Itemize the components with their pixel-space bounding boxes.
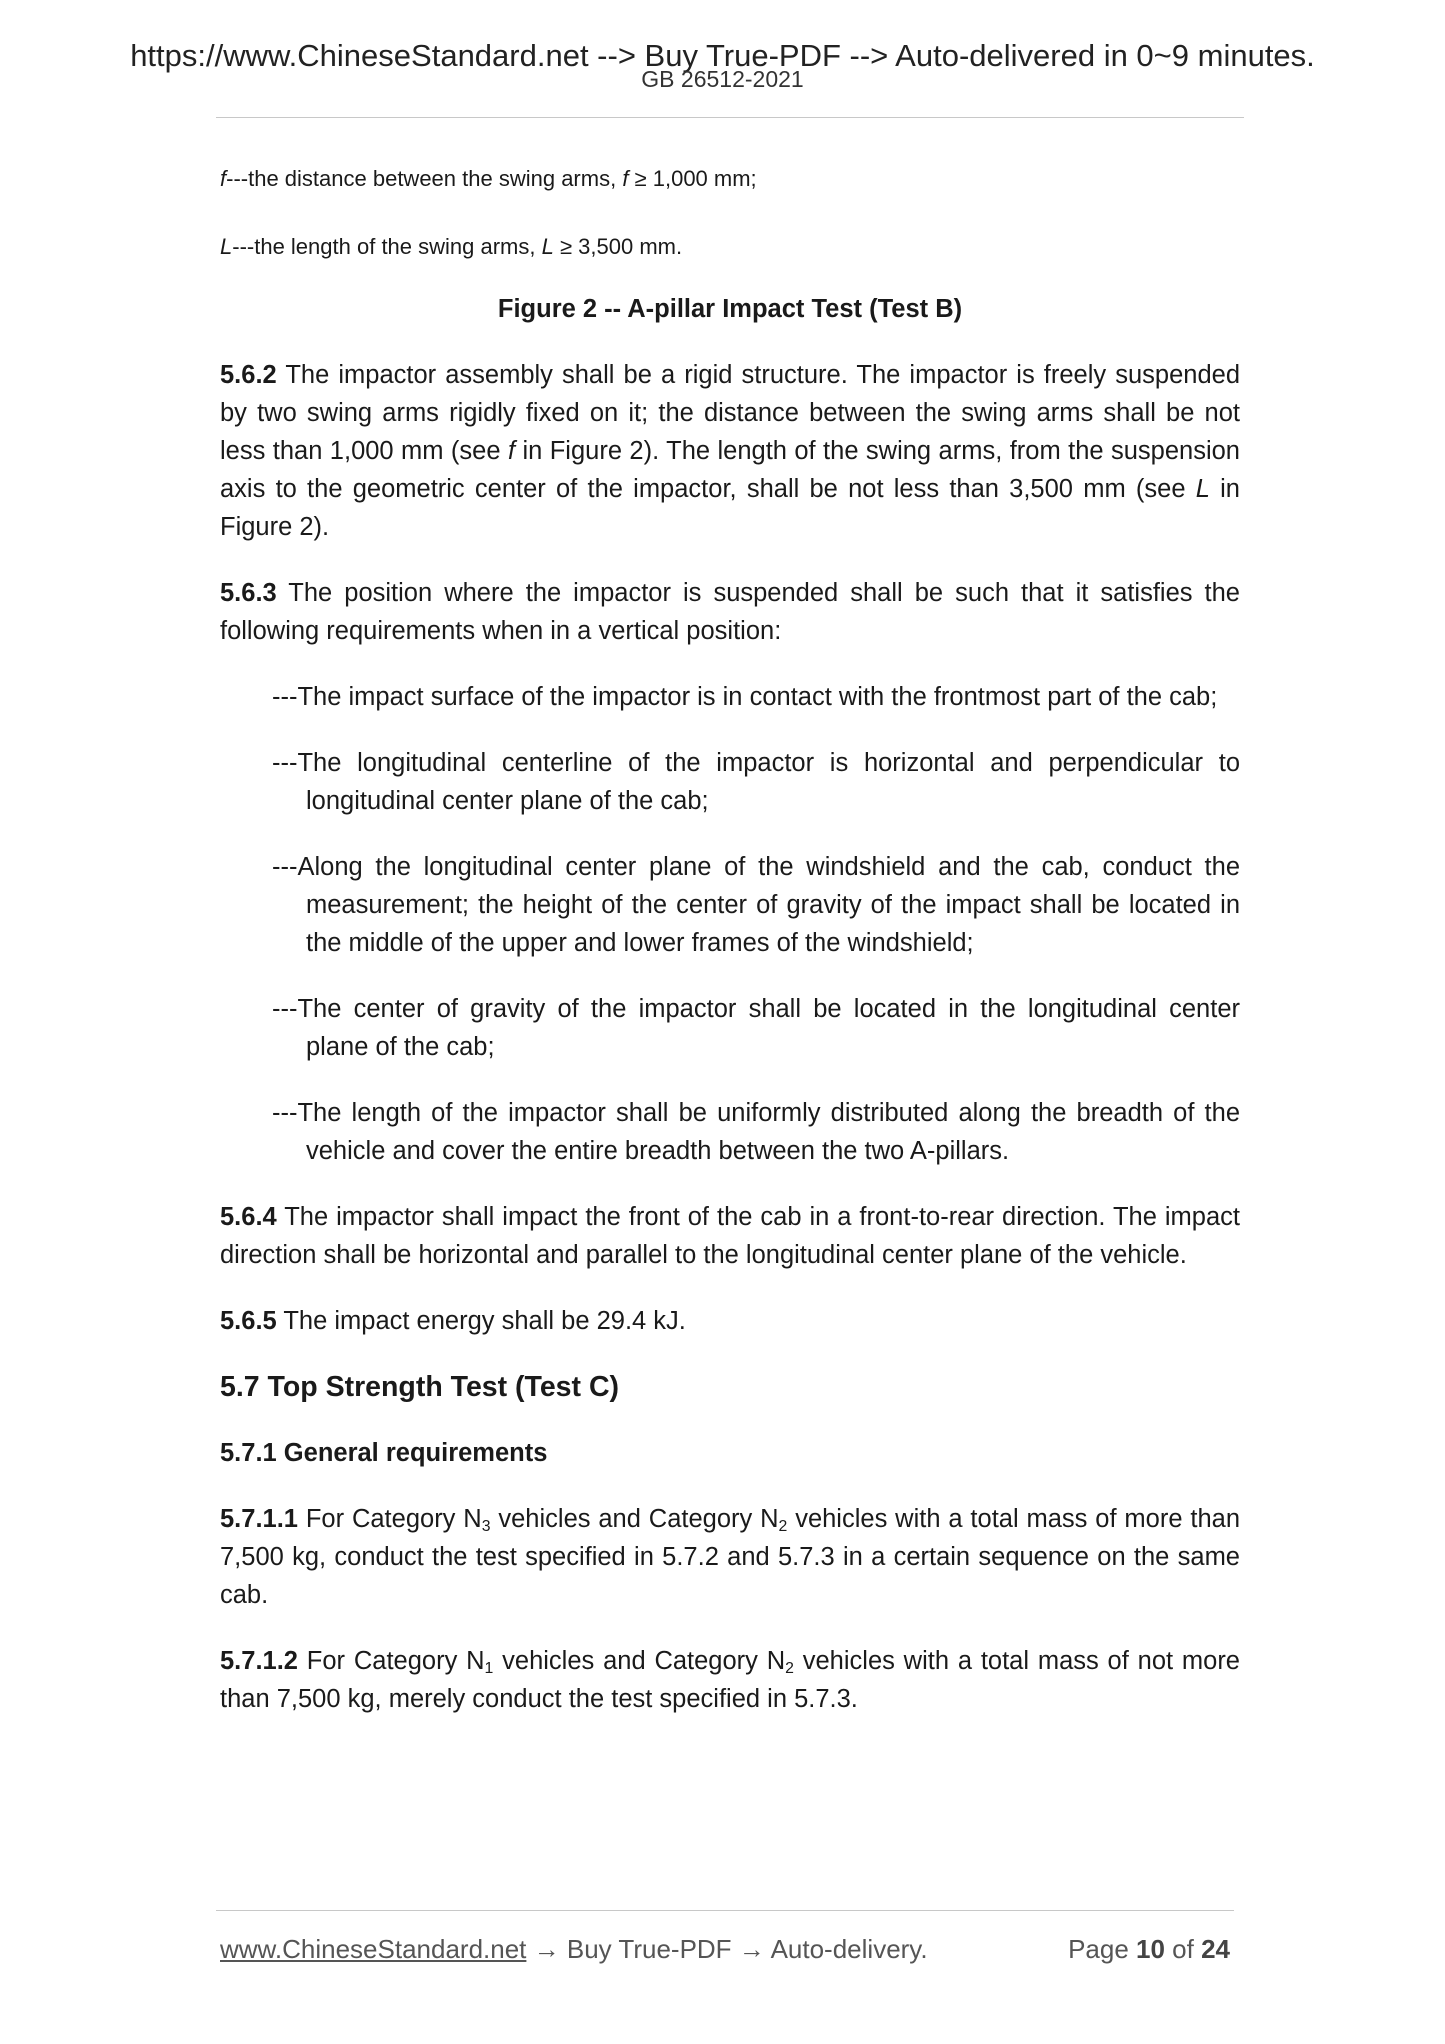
clause-5-7-1-1: 5.7.1.1 For Category $N_3$ vehicles and Category $N_2$ vehicles with a total mass of more than 7,500 kg, conduct the test specified in 5.7.2 and 5.7.3 in a certain sequence on the same cab. <box>220 1505 1241 1609</box>
section-heading-5-7-1: 5.7.1 General requirements <box>220 1439 548 1467</box>
clause-5-6-3: 5.6.3 The position where the impactor is suspended shall be such that it satisfies the following requirements when in a vertical position: <box>220 579 1240 645</box>
list-item: ---The length of the impactor shall be uniformly distributed along the breadth of the vehicle and cover the entire breadth between the two A-pillars. <box>272 1099 1240 1165</box>
list-item: ---The center of gravity of the impactor shall be located in the longitudinal center plane of the cab; <box>272 995 1240 1061</box>
list-item: ---Along the longitudinal center plane of the windshield and the cab, conduct the measurement; the height of the center of gravity of the impact shall be located in the middle of the upper and lower frames of the windshield; <box>272 853 1240 957</box>
page-content <box>220 164 1240 1718</box>
figure-caption: Figure 2 -- A-pillar Impact Test (Test B) <box>497 295 963 323</box>
list-item: ---The longitudinal centerline of the impactor is horizontal and perpendicular to longitudinal center plane of the cab; <box>272 749 1240 815</box>
standard-number: GB 26512-2021 <box>641 66 804 92</box>
clause-5-7-1-2: 5.7.1.2 For Category $N_1$ vehicles and Category $N_2$ vehicles with a total mass of not more than 7,500 kg, merely conduct the test specified in 5.7.3. <box>220 1647 1240 1713</box>
list-item: ---The impact surface of the impactor is in contact with the frontmost part of the cab; <box>272 683 1218 711</box>
footer-tail: → Buy True-PDF → Auto-delivery. <box>526 1934 928 1964</box>
section-heading-5-7: 5.7 Top Strength Test (Test C) <box>220 1371 620 1403</box>
footer-divider <box>216 1910 1234 1911</box>
clause-5-6-2: 5.6.2 The impactor assembly shall be a rigid structure. The impactor is freely suspended by two swing arms rigidly fixed on it; the distance between the swing arms shall be not less than 1,000 mm (see f in Figure 2). The length of the swing arms, from the suspension axis to the geometric center of the impactor, shall be not less than 3,500 mm (see L in Figure 2). <box>220 361 1240 541</box>
clause-5-6-4: 5.6.4 The impactor shall impact the front of the cab in a front-to-rear direction. The impact direction shall be horizontal and parallel to the longitudinal center plane of the vehicle. <box>220 1203 1240 1269</box>
header-banner: https://www.ChineseStandard.net --> Buy True-PDF --> Auto-delivered in 0~9 minutes. <box>130 38 1315 73</box>
page-number: Page 10 of 24 <box>1068 1934 1230 1964</box>
legend-L: L---the length of the swing arms, L ≥ 3,500 mm. <box>220 234 683 259</box>
var-f: f <box>220 166 227 191</box>
var-L: L <box>220 234 233 259</box>
footer <box>220 1934 1230 1965</box>
clause-5-6-5: 5.6.5 The impact energy shall be 29.4 kJ. <box>220 1307 686 1335</box>
header-divider <box>216 117 1244 118</box>
legend-f: f---the distance between the swing arms, f ≥ 1,000 mm; <box>220 166 757 191</box>
footer-link[interactable]: www.ChineseStandard.net <box>220 1934 527 1964</box>
